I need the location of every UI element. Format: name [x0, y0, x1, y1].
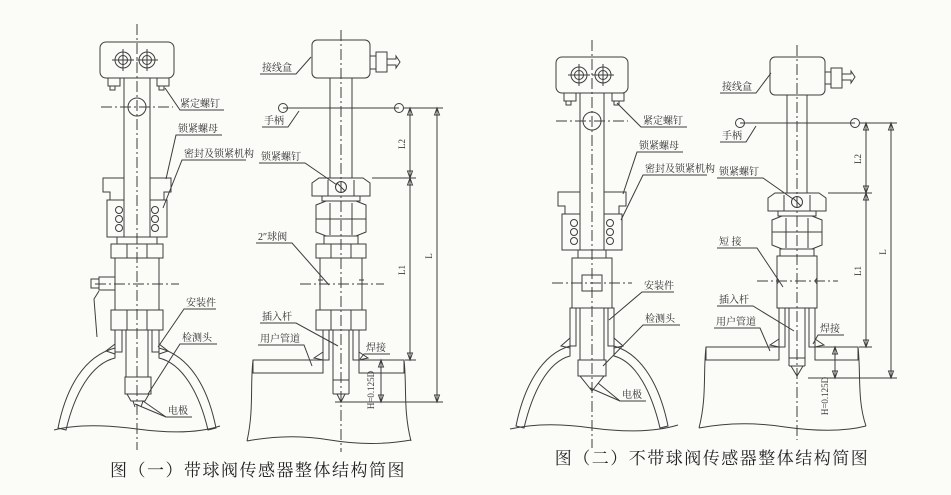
label-mount: 安装件 — [644, 281, 674, 292]
dim-l1: L1 — [853, 266, 863, 276]
probe-head — [125, 377, 151, 407]
fig1-section-labels — [135, 88, 246, 417]
fig1-outline-view — [247, 30, 443, 452]
cable-gland-icon — [825, 68, 855, 88]
dim-l2: L2 — [853, 154, 863, 164]
valve-lever — [94, 291, 99, 337]
label-electrode: 电极 — [168, 406, 188, 417]
weld-bead — [815, 339, 824, 347]
fig1-section-view — [54, 24, 254, 450]
label-probe-head: 检测头 — [182, 333, 212, 344]
terminal-screw-icon — [568, 64, 590, 86]
set-screw-icon — [110, 86, 115, 90]
fig2-section-view — [510, 40, 715, 448]
pipe-break-line — [699, 347, 706, 428]
set-screw-icon — [566, 101, 571, 105]
lock-screw-nut — [768, 193, 826, 211]
set-screw-icon — [159, 86, 164, 90]
ball-valve-body — [91, 237, 179, 337]
terminal-screw-icon — [136, 49, 158, 71]
label-seal-lock: 密封及锁紧机构 — [645, 164, 715, 175]
label-lock-nut: 锁紧螺母 — [178, 124, 218, 135]
cable-gland-icon — [370, 52, 400, 72]
label-mount: 安装件 — [186, 298, 216, 309]
pipe-break-line — [247, 360, 253, 441]
dim-l2: L2 — [397, 139, 407, 149]
label-insert-rod: 插入杆 — [719, 295, 749, 306]
figure1-with-ball-valve — [54, 24, 443, 480]
pipe-break-line — [404, 360, 411, 441]
lock-screw-nut — [312, 178, 370, 196]
pipe-break-line — [699, 424, 866, 431]
label-insert-rod: 插入杆 — [262, 312, 292, 323]
junction-box — [312, 40, 400, 78]
pipe-break-line — [510, 425, 678, 431]
label-junction-box: 接线盒 — [722, 82, 752, 93]
ball-valve-body — [300, 244, 384, 330]
figure1-caption: 图（一）带球阀传感器整体结构简图 — [110, 461, 406, 480]
figure2-caption: 图（二）不带球阀传感器整体结构简图 — [554, 449, 870, 468]
fig2-dimensions — [808, 123, 897, 415]
weld-bead — [770, 339, 779, 347]
figure2-without-ball-valve — [510, 40, 897, 468]
pipe-break-line — [247, 437, 411, 444]
label-probe-head: 检测头 — [645, 314, 675, 325]
label-junction-box: 接线盒 — [262, 63, 292, 74]
fig1-dimensions — [335, 108, 443, 409]
user-pipe-wall — [699, 347, 866, 430]
label-user-pipe: 用户管道 — [716, 317, 756, 328]
junction-box — [770, 57, 855, 95]
label-set-screw: 紧定螺钉 — [643, 116, 683, 127]
label-handle: 手柄 — [722, 131, 742, 142]
label-handle: 手柄 — [264, 116, 284, 127]
label-ball-valve: 2″球阀 — [258, 232, 288, 243]
label-seal-lock: 密封及锁紧机构 — [184, 149, 254, 160]
label-weld: 焊接 — [820, 324, 840, 335]
pipe-break-line — [858, 347, 866, 426]
dim-l: L — [424, 253, 434, 259]
weld-bead — [314, 352, 323, 360]
label-electrode: 电极 — [622, 390, 642, 401]
label-weld: 焊接 — [366, 343, 386, 354]
terminal-screw-icon — [112, 49, 134, 71]
terminal-screw-icon — [592, 64, 614, 86]
label-short-pipe: 短 接 — [719, 237, 742, 248]
label-set-screw: 紧定螺钉 — [180, 99, 220, 110]
label-lock-nut: 锁紧螺母 — [639, 141, 679, 152]
label-lock-screw: 锁紧螺钉 — [261, 152, 301, 163]
dim-l: L — [878, 249, 888, 255]
dim-l1: L1 — [397, 265, 407, 275]
dim-h: H=0.125D — [820, 376, 830, 416]
label-lock-screw: 锁紧螺钉 — [719, 167, 759, 178]
dim-h: H=0.125D — [366, 370, 376, 410]
label-user-pipe: 用户管道 — [260, 334, 300, 345]
fig2-outline-view — [699, 45, 897, 440]
